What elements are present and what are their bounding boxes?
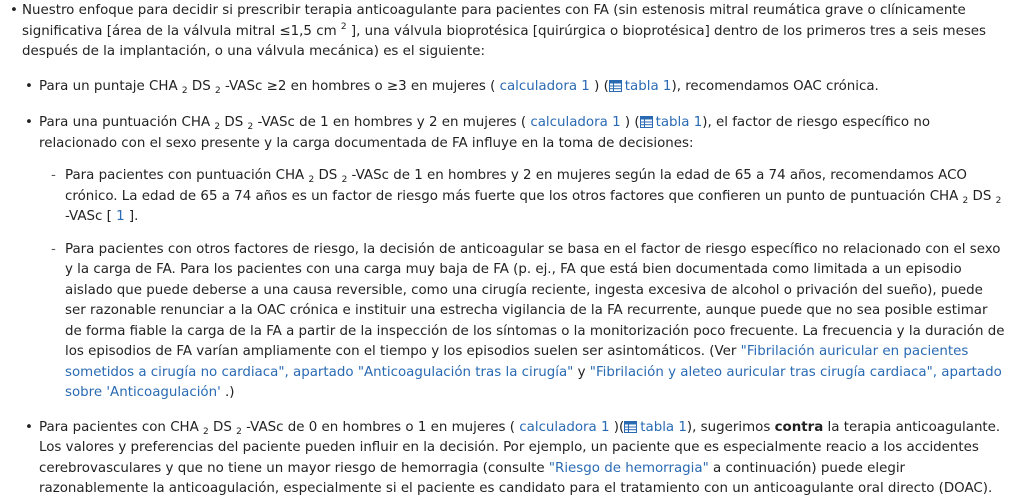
text: Para pacientes con puntuación [65, 168, 276, 183]
topic-link-noncardiac-surgery[interactable]: "Fibrilación auricular en pacientes sometidos a cirugía no cardiaca", apartado "Anticoagulación tras la cirugía" [65, 344, 969, 380]
table-icon [609, 80, 622, 92]
text: la terapia anticoagulante. Los valores y preferencias del paciente pueden influir en la decisión. Por ejemplo, un paciente que es especialmente reacio a los accidentes cerebrovasculares y que no tiene un mayor riesgo de hemorragia (consulte [39, 419, 1001, 476]
dash-marker: - [51, 168, 56, 183]
bullet: • [25, 115, 33, 130]
topic-link-cardiac-surgery[interactable]: "Fibrilación y aleteo auricular tras cirugía cardiaca", apartado sobre 'Anticoagulación' [65, 364, 1002, 400]
text: ≥2 en hombres o ≥3 en mujeres ( [262, 78, 500, 94]
sub-item-age [39, 166, 1007, 228]
score-name: CHA $_2$ DS $_2$ -VASc [65, 188, 1002, 224]
table-link-label: tabla 1 [655, 115, 703, 130]
text: ), recomendamos OAC crónica. [671, 78, 879, 94]
text: de 1 en hombres y 2 en mujeres ( [294, 115, 531, 130]
dash-marker: - [51, 241, 56, 257]
text: ), el factor de riesgo específico no relacionado con el sexo presente y la carga documentada de FA influye en la toma de decisiones: [39, 115, 931, 151]
text: Para un puntaje [39, 78, 150, 94]
table-icon [624, 421, 637, 433]
bullet: • [10, 3, 18, 18]
text: y [573, 364, 590, 380]
list-item-score-intermediate [10, 113, 1007, 404]
list-item-score-high [10, 77, 1007, 98]
list-item-intro [10, 1, 1007, 63]
list-item-score-low [10, 418, 1007, 500]
score-name: CHA $_2$ DS $_2$ -VASc [149, 78, 263, 96]
recommendation-list [10, 1, 1007, 500]
text: ]. [124, 209, 139, 224]
text: ) ( [620, 115, 640, 130]
text: )( [609, 419, 625, 435]
calculator-link[interactable]: calculadora 1 [530, 115, 621, 130]
text: [ [102, 209, 117, 224]
table-link-label: tabla 1 [640, 419, 687, 435]
table-link-label: tabla 1 [624, 78, 672, 94]
emphasis-contra: contra [774, 419, 824, 435]
table-link[interactable] [609, 79, 672, 94]
intro-text-after: ], una válvula bioprotésica [quirúrgica o bioprotésica] dentro de los primeros tres a seis meses después de la implantación, o una válvula mecánica) es el siguiente: [22, 23, 987, 59]
text: de 1 en hombres y 2 en mujeres según la edad de 65 a 74 años, recomendamos ACO crónico. La edad de 65 a 74 años es un factor de riesgo más fuerte que los otros factores que confieren un punto de puntuación [65, 168, 967, 204]
bullet: • [25, 419, 33, 435]
calculator-link[interactable]: calculadora 1 [519, 419, 610, 435]
table-link[interactable] [640, 115, 703, 130]
sub-item-other-factors [39, 240, 1007, 404]
text: ), sugerimos [686, 419, 775, 435]
text: ) ( [589, 78, 609, 94]
calculator-link[interactable]: calculadora 1 [499, 78, 590, 94]
text: a continuación) puede elegir razonablemente la anticoagulación, especialmente si el paciente es candidato para el tratamiento con un anticoagulante oral directo (DOAC). [39, 460, 993, 496]
score-name: CHA $_2$ DS $_2$ -VASc [181, 115, 295, 132]
intro-text: Nuestro enfoque para decidir si prescribir terapia anticoagulante para pacientes con FA (sin estenosis mitral reumática grave o clínicamente significativa [área de la válvula mitral ≤1,5 cm [22, 3, 966, 39]
text: Para una puntuación [39, 115, 182, 130]
table-link[interactable] [624, 420, 687, 435]
superscript: 2 [340, 21, 347, 32]
text: Para pacientes con [39, 419, 171, 435]
text: de 0 en hombres o 1 en mujeres ( [283, 419, 520, 435]
reference-link[interactable]: 1 [116, 209, 125, 224]
score-name: CHA $_2$ DS $_2$ -VASc [275, 168, 389, 185]
text: Para pacientes con otros factores de riesgo, la decisión de anticoagular se basa en el factor de riesgo específico no relacionado con el sexo y la carga de FA. Para los pacientes con una carga muy baja de FA (p. ej., FA que está bien documentada como limitada a un episodio aislado que puede deberse a una causa reversible, como una cirugía reciente, ingesta excesiva de alcohol o privación del sueño), puede ser razonable renunciar a la OAC crónica e instituir una estrecha vigilancia de la FA recurrente, aunque puede que no sea posible estimar de forma fiable la carga de la FA a partir de la inspección de los síntomas o la monitorización poco frecuente. La frecuencia y la duración de los episodios de FA varían ampliamente con el tiempo y los episodios suelen ser asintomáticos. (Ver [65, 241, 1005, 359]
text: .) [220, 385, 235, 400]
sub-list [39, 166, 1007, 404]
score-name: CHA $_2$ DS $_2$ -VASc [170, 419, 284, 437]
table-icon [640, 116, 653, 128]
bullet: • [25, 78, 33, 94]
topic-link-bleeding-risk[interactable]: "Riesgo de hemorragia" [548, 460, 709, 476]
